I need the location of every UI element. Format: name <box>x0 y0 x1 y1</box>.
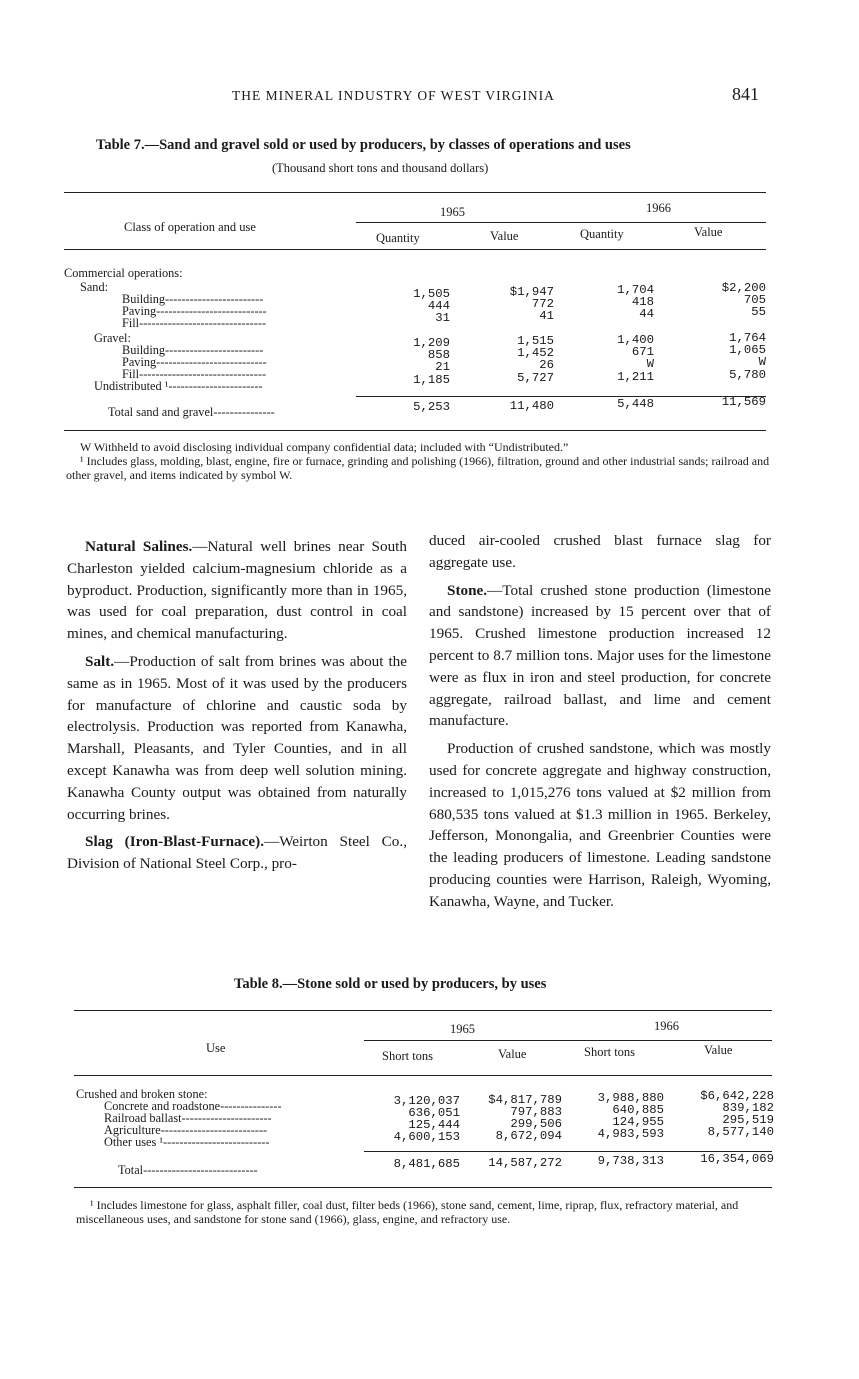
table8-col-value-1965: Value <box>498 1047 527 1061</box>
table7-cell: 1,209 <box>413 336 450 350</box>
table8-cell: 839,182 <box>722 1101 774 1115</box>
table8-footnote: ¹ Includes limestone for glass, asphalt filler, coal dust, filter beds (1966), stone sand, cement, lime, riprap, flux, refractory material, and miscellaneous uses, and sandstone for stone sand (1966), glass, engine, and refractory use. <box>76 1198 739 1226</box>
table7-row-label: Fill------------------------------- <box>122 316 267 330</box>
table7-cell: 5,727 <box>517 371 554 385</box>
table7-row-label: Paving--------------------------- <box>122 355 267 369</box>
table7-cell: 1,065 <box>729 343 766 357</box>
table8-bottom-rule <box>74 1187 772 1188</box>
table7-year-1965: 1965 <box>440 205 465 219</box>
table7-footnote-w: W Withheld to avoid disclosing individual company confidential data; included with “Undistributed.” <box>80 440 569 454</box>
table7-col-value-1966: Value <box>694 225 723 239</box>
paragraph-natural-salines: Natural Salines.—Natural well brines near South Charleston yielded calcium-magnesium chloride as a byproduct. Production, significantly more than in 1965, was used for coal preparation, dust control in coal mines, and chemical manufacturing. <box>67 538 407 643</box>
table8-section: Crushed and broken stone: <box>76 1087 208 1101</box>
table7-col-quantity-1966: Quantity <box>580 227 624 241</box>
table8-cell: 797,883 <box>510 1105 562 1119</box>
table7-footnote-1: ¹ Includes glass, molding, blast, engine, fire or furnace, grinding and polishing (1966), filtration, ground and other industrial sands; railroad and other gravel, and items indicated by symbol W. <box>66 454 770 482</box>
table7-cell: 44 <box>639 307 654 321</box>
table8-col-shorttons-1966: Short tons <box>584 1045 636 1059</box>
table7-cell: 772 <box>531 297 554 311</box>
table8-year-1965: 1965 <box>450 1022 475 1036</box>
table7-cell: $1,947 <box>509 285 554 299</box>
table8-cell: 8,672,094 <box>495 1129 562 1143</box>
paragraph-slag: Slag (Iron-Blast-Furnace).—Weirton Steel Co., Division of National Steel Corp., pro- <box>67 833 407 873</box>
table8-year-rule <box>364 1040 772 1041</box>
page-number: 841 <box>732 84 759 104</box>
table8-cell: 3,120,037 <box>393 1094 460 1108</box>
table7-col-quantity-1965: Quantity <box>376 231 420 245</box>
table7-cell: 5,780 <box>729 368 766 382</box>
table7-header-rule <box>64 249 766 250</box>
table8-cell: $4,817,789 <box>488 1093 562 1107</box>
table7-cell: 705 <box>743 293 766 307</box>
paragraph-slag-cont: duced air-cooled crushed blast furnace slag for aggregate use. <box>429 532 771 571</box>
table7-cell: W <box>646 357 654 371</box>
table8-stub-header: Use <box>206 1041 226 1055</box>
table8-row-label: Railroad ballast---------------------- <box>104 1111 272 1125</box>
table7-total-label: Total sand and gravel--------------- <box>108 405 275 419</box>
table8-cell: 4,983,593 <box>597 1127 664 1141</box>
table8-cell: 3,988,880 <box>597 1091 664 1105</box>
table8-row-label: Concrete and roadstone--------------- <box>104 1099 282 1113</box>
table7-cell: 418 <box>631 295 654 309</box>
table8-total-label: Total---------------------------- <box>118 1163 258 1177</box>
table7-cell: 1,515 <box>517 334 554 348</box>
table8-row-label: Other uses ¹-------------------------- <box>104 1135 270 1149</box>
table7-title: Table 7.—Sand and gravel sold or used by producers, by classes of operations and uses <box>96 137 631 153</box>
table8-total-cell: 8,481,685 <box>393 1157 460 1171</box>
table7-subtitle: (Thousand short tons and thousand dollars) <box>272 161 489 175</box>
table8-title: Table 8.—Stone sold or used by producers, by uses <box>234 976 547 992</box>
table7-row-label: Sand: <box>80 280 109 294</box>
table7-cell: 1,452 <box>517 346 554 360</box>
table7-total-cell: 5,448 <box>617 397 654 411</box>
table7-cell: $2,200 <box>721 281 766 295</box>
table7-total-cell: 11,480 <box>509 399 554 413</box>
table7-row-label: Paving--------------------------- <box>122 304 267 318</box>
table7-cell: 26 <box>539 358 554 372</box>
table8-cell: 636,051 <box>408 1106 460 1120</box>
table7-cell: 858 <box>427 348 450 362</box>
paragraph-salt: Salt.—Production of salt from brines was about the same as in 1965. Most of it was used by the producers for manufacture of chlorine and caustic soda by electrolysis. Production was reported from Kanawha, Marshall, Pleasants, and Tyler Counties, and in all except Kanawha was from deep well solution mining. Kanawha County output was obtained from naturally occurring brines. <box>67 652 407 823</box>
table7-cell: 31 <box>435 311 450 325</box>
table8-cell: 295,519 <box>722 1113 774 1127</box>
table8-cell: 299,506 <box>510 1117 562 1131</box>
table7-row-label: Gravel: <box>94 331 131 345</box>
table8-top-rule <box>74 1010 772 1011</box>
table7-row-label: Building------------------------ <box>122 343 264 357</box>
table7-row-label: Building------------------------ <box>122 292 264 306</box>
table8-total-cell: 16,354,069 <box>700 1152 774 1166</box>
table7-row-label: Undistributed ¹----------------------- <box>94 379 263 393</box>
table8-cell: 4,600,153 <box>393 1130 460 1144</box>
paragraph-sandstone: Production of crushed sandstone, which was mostly used for concrete aggregate and highway construction, increased to 1,015,276 tons valued at $2 million from 680,535 tons valued at $1.3 million in 1965. Berkeley, Jefferson, Monongalia, and Greenbrier Counties were the leading producers of limestone. Leading sandstone producing counties were Harrison, Raleigh, Wyoming, Kanawha, Wayne, and Tucker. <box>429 740 771 910</box>
table8-cell: 8,577,140 <box>707 1125 774 1139</box>
table7-col-value-1965: Value <box>490 229 519 243</box>
table7-cell: 21 <box>435 360 450 374</box>
table8-cell: $6,642,228 <box>700 1089 774 1103</box>
table8-total-cell: 9,738,313 <box>597 1154 664 1168</box>
table7-cell: 444 <box>427 299 450 313</box>
table7-top-rule <box>64 192 766 193</box>
table8-year-1966: 1966 <box>654 1019 679 1033</box>
paragraph-stone: Stone.—Total crushed stone production (limestone and sandstone) increased by 15 percent over that of 1965. Crushed limestone production increased 12 percent to 8.7 million tons. Major uses for the limestone were as flux in iron and steel production, for concrete aggregate, railroad ballast, and lime and cement manufacture. <box>429 581 771 730</box>
table7-cell: 41 <box>539 309 554 323</box>
left-column <box>67 536 407 881</box>
table7-cell: 1,704 <box>617 283 654 297</box>
table7-total-cell: 11,569 <box>721 395 766 409</box>
table8-cell: 125,444 <box>408 1118 460 1132</box>
table7-cell: 55 <box>751 305 766 319</box>
table7-cell: 1,211 <box>617 370 654 384</box>
table7-section: Commercial operations: <box>64 266 183 280</box>
table8-total-cell: 14,587,272 <box>488 1156 562 1170</box>
table7-stub-header: Class of operation and use <box>124 220 256 234</box>
table7-total-cell: 5,253 <box>413 400 450 414</box>
table7-row-label: Fill------------------------------- <box>122 367 267 381</box>
table8-cell: 640,885 <box>612 1103 664 1117</box>
table8-cell: 124,955 <box>612 1115 664 1129</box>
table8-header-rule <box>74 1075 772 1076</box>
table7-year-1966: 1966 <box>646 201 671 215</box>
table7-bottom-rule <box>64 430 766 431</box>
table7-cell: 1,400 <box>617 333 654 347</box>
table8-row-label: Agriculture-------------------------- <box>104 1123 268 1137</box>
table7-cell: 1,764 <box>729 331 766 345</box>
table7-cell: 1,185 <box>413 373 450 387</box>
table7-cell: 671 <box>631 345 654 359</box>
table7-year-rule <box>356 222 766 223</box>
running-title: THE MINERAL INDUSTRY OF WEST VIRGINIA <box>232 88 555 103</box>
table8-col-value-1966: Value <box>704 1043 733 1057</box>
right-column <box>429 530 771 919</box>
table7-cell: 1,505 <box>413 287 450 301</box>
table8-col-shorttons-1965: Short tons <box>382 1049 434 1063</box>
table7-cell: W <box>758 355 766 369</box>
